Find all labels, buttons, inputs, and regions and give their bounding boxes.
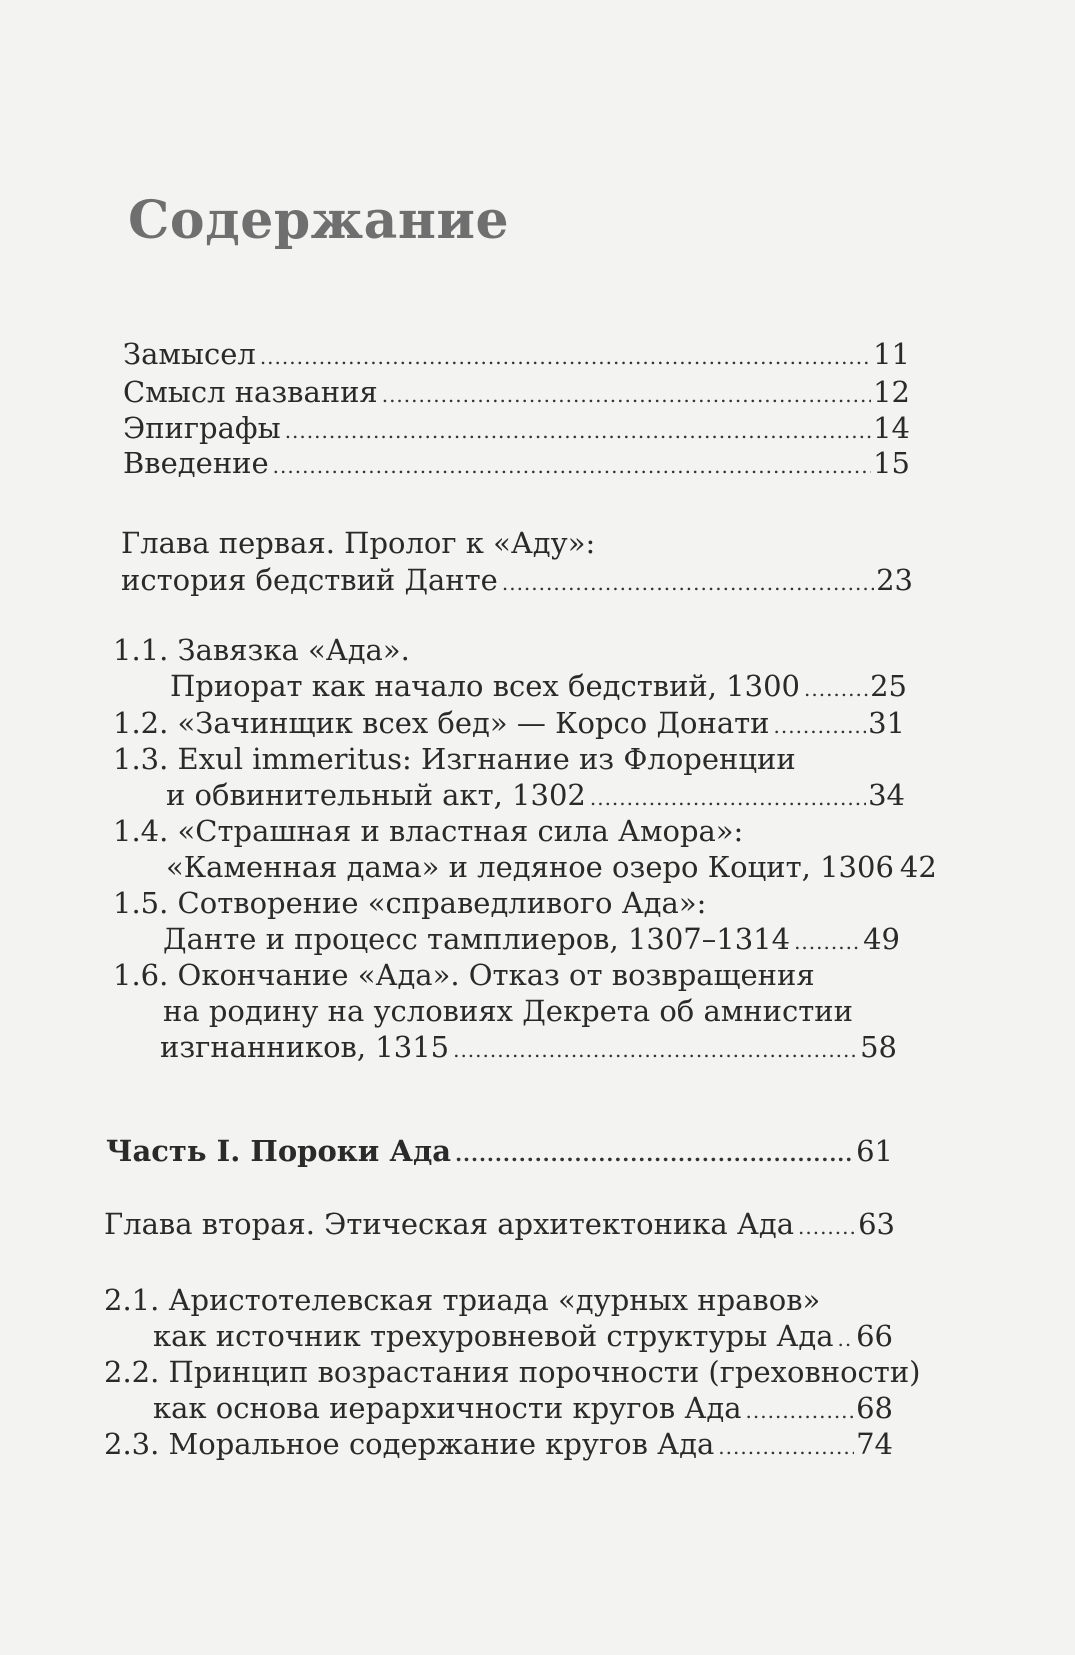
toc-entry	[123, 410, 910, 449]
section-2-1-entry	[153, 1318, 893, 1357]
toc-entry-page: 11	[873, 337, 910, 371]
section-1-6-entry	[160, 1029, 897, 1068]
toc-entry-text: Данте и процесс тамплиеров, 1307–1314	[163, 922, 791, 956]
section-1-4-title: 1.4. «Страшная и властная сила Амора»:	[113, 814, 744, 848]
chapter-1-entry	[121, 562, 913, 601]
section-1-4-entry	[166, 849, 937, 888]
toc-entry-text: Приорат как начало всех бедствий, 1300	[170, 669, 800, 703]
toc-entry-text: 1.2. «Зачинщик всех бед» — Корсо Донати	[113, 706, 770, 740]
toc-entry-page: 68	[856, 1391, 893, 1425]
dot-leader	[260, 339, 871, 375]
chapter-1-title: Глава первая. Пролог к «Аду»:	[121, 526, 596, 560]
toc-entry-text: Введение	[123, 446, 269, 480]
toc-entry-text: и обвинительный акт, 1302	[166, 778, 586, 812]
section-1-6-line2: на родину на условиях Декрета об амнистии	[163, 994, 853, 1028]
part-1-entry	[106, 1133, 893, 1172]
toc-entry-text: Замысел	[123, 337, 256, 371]
toc-entry-text: Глава вторая. Этическая архитектоника Ада	[104, 1207, 794, 1241]
section-1-3-title: 1.3. Exul immeritus: Изгнание из Флоренции	[113, 742, 796, 776]
dot-leader	[453, 1032, 858, 1068]
dot-leader	[746, 1393, 855, 1429]
toc-entry-text: Смысл названия	[123, 375, 378, 409]
toc-entry-page: 61	[856, 1134, 893, 1168]
toc-entry-page: 49	[863, 922, 900, 956]
chapter-2-entry	[104, 1206, 895, 1245]
toc-entry-page: 15	[873, 446, 910, 480]
dot-leader	[285, 413, 871, 449]
toc-entry-page: 25	[870, 669, 907, 703]
dot-leader	[798, 1209, 856, 1245]
toc-entry-page: 12	[873, 375, 910, 409]
section-1-1-title: 1.1. Завязка «Ада».	[113, 633, 410, 667]
toc-entry-text: Часть I. Пороки Ада	[106, 1134, 452, 1168]
toc-entry-text: как основа иерархичности кругов Ада	[153, 1391, 742, 1425]
toc-entry-page: 63	[858, 1207, 895, 1241]
section-1-1-entry	[170, 668, 907, 707]
toc-entry-text: изгнанников, 1315	[160, 1030, 450, 1064]
section-2-1-title: 2.1. Аристотелевская триада «дурных нравов»	[104, 1283, 821, 1317]
dot-leader	[273, 448, 871, 484]
dot-leader	[455, 1136, 854, 1172]
page-title: Содержание	[128, 190, 510, 251]
toc-entry-text: 2.3. Моральное содержание кругов Ада	[104, 1427, 715, 1461]
toc-entry-text: Эпиграфы	[123, 411, 281, 445]
section-1-5-entry	[163, 921, 900, 960]
toc-entry-page: 74	[856, 1427, 893, 1461]
section-2-2-entry	[153, 1390, 893, 1429]
dot-leader	[774, 708, 867, 744]
toc-entry-page: 34	[868, 778, 905, 812]
toc-entry-page: 23	[876, 563, 913, 597]
section-1-2-entry	[113, 705, 905, 744]
dot-leader	[590, 780, 866, 816]
dot-leader	[718, 1429, 854, 1465]
toc-entry-text: «Каменная дама» и ледяное озеро Коцит, 1306	[166, 850, 894, 884]
section-1-5-title: 1.5. Сотворение «справедливого Ада»:	[113, 886, 707, 920]
toc-entry-page: 31	[868, 706, 905, 740]
toc-entry-page: 66	[856, 1319, 893, 1353]
toc-entry	[123, 445, 910, 484]
dot-leader	[382, 377, 871, 413]
section-1-3-entry	[166, 777, 905, 816]
toc-entry	[123, 374, 910, 413]
dot-leader	[794, 924, 861, 960]
dot-leader	[502, 565, 874, 601]
section-2-2-title: 2.2. Принцип возрастания порочности (греховности)	[104, 1355, 921, 1389]
section-2-3-entry	[104, 1426, 893, 1465]
dot-leader	[837, 1321, 854, 1357]
toc-entry-text: как источник трехуровневой структуры Ада	[153, 1319, 834, 1353]
toc-entry-page: 58	[860, 1030, 897, 1064]
dot-leader	[804, 671, 868, 707]
toc-entry-text: история бедствий Данте	[121, 563, 498, 597]
toc-entry	[123, 336, 910, 375]
section-1-6-title: 1.6. Окончание «Ада». Отказ от возвращения	[113, 958, 815, 992]
toc-entry-page: 42	[899, 850, 937, 884]
toc-entry-page: 14	[873, 411, 910, 445]
